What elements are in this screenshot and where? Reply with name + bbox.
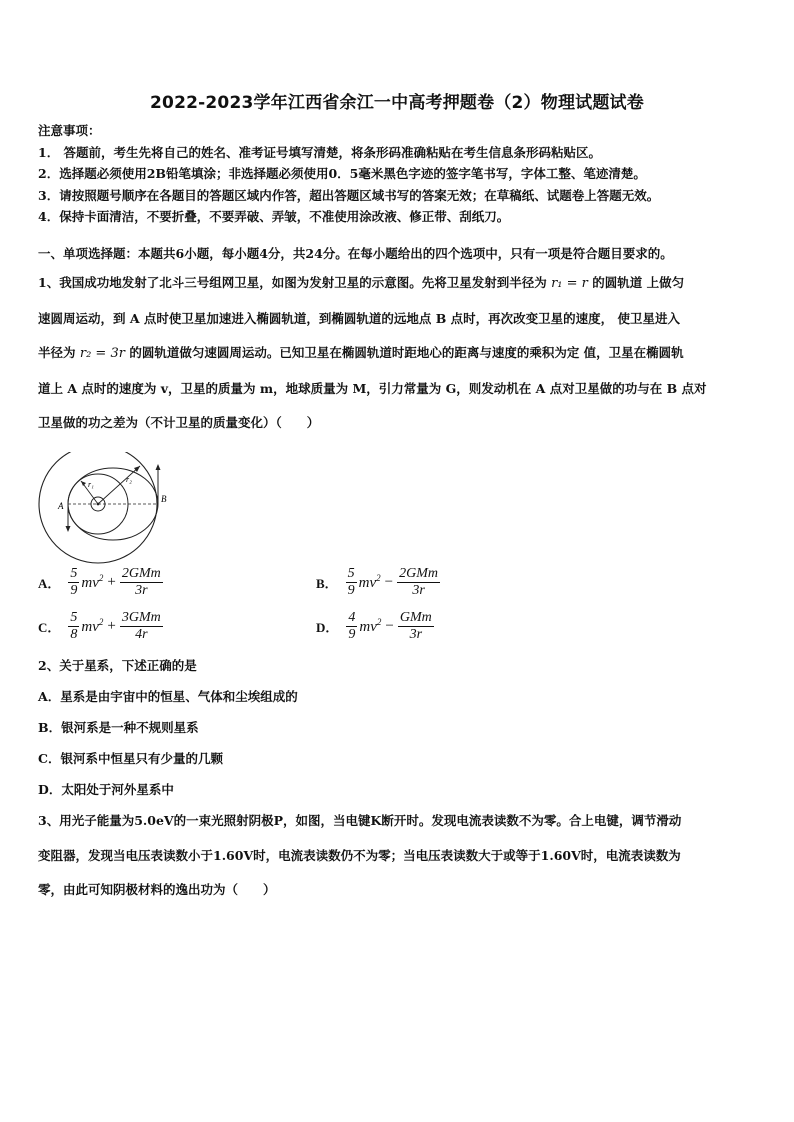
fraction [68, 610, 79, 643]
point-a-label: A [58, 501, 64, 511]
term-text: mv [81, 619, 99, 635]
operator: + [107, 618, 116, 634]
term-text: mv [358, 575, 377, 591]
question-2-stem: 2、关于星系，下述正确的是 [38, 658, 197, 673]
q3-line: 3、用光子能量为5.0eV的一束光照射阴极P，如图，当电键K断开时。发现电流表读数不为零。合上电键，调节滑动 [38, 813, 682, 828]
numerator: 2GMm [121, 566, 161, 581]
q1-line: 卫星做的功之差为（不计卫星的质量变化）（ ） [38, 415, 320, 430]
q1-line: 速圆周运动，到 A 点时使卫星加速进入椭圆轨道，到椭圆轨道的远地点 B 点时，再次改变卫星的速度， 使卫星进入 [38, 310, 681, 326]
numerator: 5 [347, 566, 355, 581]
term [359, 573, 381, 592]
fraction [346, 610, 357, 643]
orbit-diagram [36, 452, 170, 568]
term-text: mv [359, 619, 377, 635]
denominator: 9 [348, 627, 356, 642]
q2-option-a[interactable]: A．星系是由宇宙中的恒星、气体和尘埃组成的 [38, 689, 298, 704]
q3-line: 变阻器，发现当电压表读数小于1.60V时，电流表读数仍不为零；当电压表读数大于或等于1.60V时，电流表读数为 [38, 847, 681, 863]
question-3-stem [38, 804, 756, 908]
question-1-stem [38, 266, 756, 441]
option-label: A． [38, 576, 61, 591]
outer-orbit [39, 452, 157, 563]
q1-option-d[interactable] [316, 610, 434, 643]
r2-line [98, 466, 140, 504]
fraction [68, 566, 79, 599]
r1-label: r₁ [88, 480, 94, 489]
note-item: 4．保持卡面清洁，不要折叠，不要弄破、弄皱，不准使用涂改液、修正带、刮纸刀。 [38, 209, 510, 224]
q1-text: 半径为 [38, 345, 76, 360]
numerator: 5 [70, 566, 78, 581]
q1-text: 1、我国成功地发射了北斗三号组网卫星，如图为发射卫星的示意图。先将卫星发射到半径为 [38, 275, 547, 290]
q1-option-a[interactable] [38, 566, 163, 599]
q3-line: 零，由此可知阴极材料的逸出功为（ ） [38, 882, 276, 897]
velocity-b-arrowhead [156, 464, 161, 470]
section-heading: 一、单项选择题：本题共6小题，每小题4分，共24分。在每小题给出的四个选项中，只有一项是符合题目要求的。 [38, 246, 673, 261]
fraction [398, 610, 434, 643]
denominator: 3r [412, 583, 425, 598]
denominator: 9 [70, 583, 78, 598]
denominator: 9 [347, 583, 355, 598]
fraction [120, 566, 163, 599]
q2-option-c[interactable]: C．银河系中恒星只有少量的几颗 [38, 751, 223, 766]
q1-line: 道上 A 点时的速度为 v，卫星的质量为 m，地球质量为 M，引力常量为 G，则发动机在 A 点对卫星做的功与在 B 点对 [38, 380, 707, 396]
q2-option-d[interactable]: D．太阳处于河外星系中 [38, 782, 174, 797]
q1-option-c[interactable] [38, 610, 163, 643]
fraction [346, 566, 357, 599]
numerator: 5 [70, 610, 78, 625]
q1-text: 的圆轨道做匀速圆周运动。已知卫星在椭圆轨道时距地心的距离与速度的乘积为定 值，卫星在椭圆轨 [129, 345, 684, 360]
q2-option-b[interactable]: B．银河系是一种不规则星系 [38, 720, 199, 735]
note-item: 1． 答题前，考生先将自己的姓名、准考证号填写清楚，将条形码准确粘贴在考生信息条形码粘贴区。 [38, 144, 602, 160]
exponent: 2 [98, 617, 104, 627]
term [359, 617, 381, 636]
q1-option-b[interactable] [316, 566, 440, 599]
operator: + [107, 574, 116, 590]
exponent: 2 [376, 617, 382, 627]
fraction [397, 566, 440, 599]
operator: − [384, 574, 394, 590]
numerator: 3GMm [121, 610, 161, 625]
term [81, 617, 103, 636]
q1-text: 的圆轨道 上做匀 [592, 275, 685, 290]
exponent: 2 [98, 573, 104, 583]
denominator: 4r [135, 627, 148, 642]
numerator: 2GMm [399, 566, 439, 581]
note-item: 2．选择题必须使用2B铅笔填涂；非选择题必须使用0．5毫米黑色字迹的签字笔书写，字体工整、笔迹清楚。 [38, 166, 646, 181]
numerator: GMm [399, 610, 432, 625]
q1-line [38, 336, 756, 372]
denominator: 3r [135, 583, 148, 598]
option-label: B． [316, 576, 338, 591]
term [81, 573, 103, 592]
notes-block [38, 120, 758, 228]
page-title: 2022-2023学年江西省余江一中高考押题卷（2）物理试题试卷 [150, 93, 644, 113]
velocity-a-arrowhead [66, 526, 71, 532]
notes-heading: 注意事项： [38, 123, 101, 138]
point-b-label: B [161, 494, 167, 504]
r1-arrowhead [81, 481, 86, 486]
option-label: D． [316, 620, 339, 635]
option-label: C． [38, 620, 61, 635]
denominator: 3r [409, 627, 423, 642]
q1-math-r1: r₁ = r [551, 276, 588, 291]
exponent: 2 [376, 573, 381, 583]
numerator: 4 [348, 610, 356, 625]
q1-line [38, 266, 756, 302]
denominator: 8 [70, 627, 78, 642]
note-item: 3．请按照题号顺序在各题目的答题区域内作答，超出答题区域书写的答案无效；在草稿纸、试题卷上答题无效。 [38, 187, 660, 203]
q1-math-r2: r₂ = 3r [79, 346, 125, 361]
fraction [120, 610, 163, 643]
r2-label: r₂ [126, 475, 132, 484]
operator: − [385, 618, 394, 634]
term-text: mv [81, 575, 99, 591]
